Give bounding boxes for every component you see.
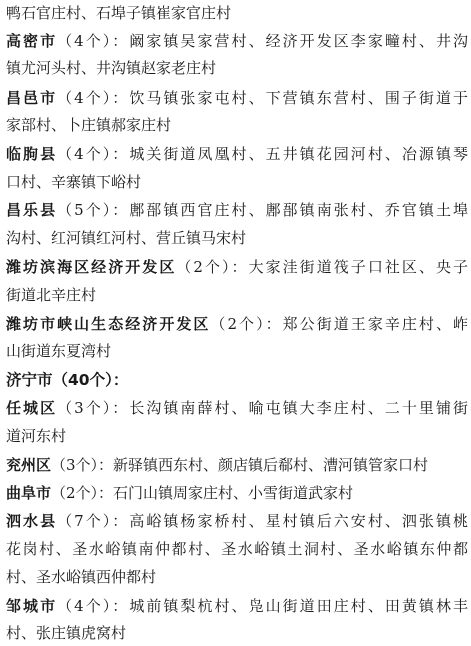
text-line — [6, 57, 468, 79]
text-line — [6, 284, 468, 306]
line-text: 村、张庄镇虎窝村 — [6, 624, 127, 642]
line-text: （4个）：城关街道凤凰村、五井镇花园河村、冶源镇琴 — [57, 145, 468, 163]
line-text: 家部村、卜庄镇郝家庄村 — [6, 116, 172, 134]
text-line — [6, 622, 468, 644]
county-name: 泗水县 — [6, 512, 58, 530]
text-line — [6, 227, 468, 249]
line-text: （7个）：高峪镇杨家桥村、星村镇后六安村、泗张镇桃 — [57, 512, 468, 530]
text-line — [6, 2, 468, 24]
line-text: 沟村、红河镇红河村、营丘镇马宋村 — [6, 229, 247, 247]
text-line — [6, 340, 468, 362]
line-text: （4个）：城前镇梨杭村、凫山街道田庄村、田黄镇林丰 — [57, 597, 468, 615]
text-line-xiashan — [6, 313, 468, 335]
line-text: 山街道东夏湾村 — [6, 342, 112, 360]
city-name: 济宁市 — [6, 371, 53, 389]
text-line-gaomi — [6, 30, 468, 52]
text-line-zoucheng — [6, 595, 468, 617]
text-line — [6, 425, 468, 447]
text-line-changyi — [6, 87, 468, 109]
city-count: （40个）： — [52, 371, 129, 389]
line-text: （2个）：石门山镇周家庄村、小雪街道武家村 — [51, 484, 354, 502]
county-name: 临朐县 — [6, 145, 58, 163]
county-name: 潍坊滨海区经济开发区 — [6, 258, 177, 276]
line-text: （4个）：阚家镇吴家营村、经济开发区李家疃村、井沟 — [57, 32, 468, 50]
text-line — [6, 538, 468, 560]
county-name: 曲阜市 — [6, 484, 52, 502]
line-text: 镇尤河头村、井沟镇赵家老庄村 — [6, 59, 217, 77]
county-name: 任城区 — [6, 399, 58, 417]
line-text: （3个）：新驿镇西东村、颜店镇后郗村、漕河镇管家口村 — [51, 456, 429, 474]
city-heading-jining — [6, 369, 468, 391]
county-name: 邹城市 — [6, 597, 58, 615]
text-line-qufu — [6, 482, 468, 504]
line-text: 村、圣水峪镇西仲都村 — [6, 568, 157, 586]
line-text: 鸭石官庄村、石埠子镇崔家官庄村 — [6, 4, 232, 22]
line-text: （4个）：饮马镇张家屯村、下营镇东营村、围子街道于 — [57, 89, 468, 107]
text-line — [6, 114, 468, 136]
line-text: 道河东村 — [6, 427, 67, 445]
county-name: 高密市 — [6, 32, 58, 50]
line-text: 花岗村、圣水峪镇南仲都村、圣水峪镇土洞村、圣水峪镇东仲都 — [6, 540, 468, 558]
line-text: （2个）：大家洼街道筏子口社区、央子 — [176, 258, 468, 276]
text-line — [6, 171, 468, 193]
line-text: （5个）：鄌郚镇西官庄村、鄌郚镇南张村、乔官镇土埠 — [57, 201, 468, 219]
text-line-linqu — [6, 143, 468, 165]
text-line-binhai — [6, 256, 468, 278]
line-text: 街道北辛庄村 — [6, 286, 97, 304]
line-text: （2个）：郑公街道王家辛庄村、岞 — [210, 315, 468, 333]
county-name: 潍坊市峡山生态经济开发区 — [6, 315, 211, 333]
text-line-rencheng — [6, 397, 468, 419]
county-name: 兖州区 — [6, 456, 52, 474]
text-line-changle — [6, 199, 468, 221]
text-line — [6, 566, 468, 588]
county-name: 昌乐县 — [6, 201, 58, 219]
line-text: （3个）：长沟镇南薛村、喻屯镇大李庄村、二十里铺街 — [57, 399, 468, 417]
text-line-sishui — [6, 510, 468, 532]
line-text: 口村、辛寨镇下峪村 — [6, 173, 142, 191]
county-name: 昌邑市 — [6, 89, 58, 107]
text-line-yanzhou — [6, 454, 468, 476]
